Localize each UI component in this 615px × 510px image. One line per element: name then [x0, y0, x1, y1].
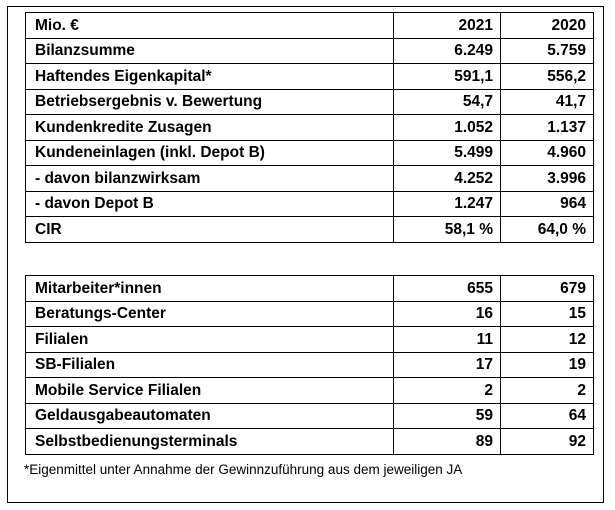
value-2021: 5.499: [394, 140, 501, 166]
value-2020: 2: [501, 378, 594, 404]
finance-table: [25, 12, 594, 243]
value-2021: 1.052: [394, 115, 501, 141]
table-row: [26, 38, 594, 64]
value-2021: 6.249: [394, 38, 501, 64]
table-row: [26, 64, 594, 90]
table-row: [26, 89, 594, 115]
value-2021: 16: [394, 301, 501, 327]
footnote: *Eigenmittel unter Annahme der Gewinnzuführung aus dem jeweiligen JA: [24, 462, 463, 477]
table-row: [26, 166, 594, 192]
value-2021: 89: [394, 429, 501, 455]
table-row: [26, 140, 594, 166]
value-2020: 964: [501, 191, 594, 217]
value-2020: 64,0 %: [501, 217, 594, 243]
value-2020: 5.759: [501, 38, 594, 64]
row-label: CIR: [26, 217, 394, 243]
row-label: Geldausgabeautomaten: [26, 403, 394, 429]
row-label: Bilanzsumme: [26, 38, 394, 64]
value-2020: 19: [501, 352, 594, 378]
value-2020: 679: [501, 276, 594, 302]
header-year-2020: 2020: [501, 13, 594, 39]
value-2021: 591,1: [394, 64, 501, 90]
value-2021: 54,7: [394, 89, 501, 115]
table-row: [26, 115, 594, 141]
header-year-2021: 2021: [394, 13, 501, 39]
row-label: Mitarbeiter*innen: [26, 276, 394, 302]
table-row: [26, 301, 594, 327]
row-label: Selbstbedienungsterminals: [26, 429, 394, 455]
row-label: Haftendes Eigenkapital*: [26, 64, 394, 90]
value-2020: 15: [501, 301, 594, 327]
staff-table: [25, 275, 594, 455]
table-row: [26, 429, 594, 455]
value-2021: 58,1 %: [394, 217, 501, 243]
value-2021: 1.247: [394, 191, 501, 217]
table-row: [26, 378, 594, 404]
value-2020: 64: [501, 403, 594, 429]
row-label: - davon bilanzwirksam: [26, 166, 394, 192]
row-label: Betriebsergebnis v. Bewertung: [26, 89, 394, 115]
row-label: Mobile Service Filialen: [26, 378, 394, 404]
value-2020: 3.996: [501, 166, 594, 192]
row-label: - davon Depot B: [26, 191, 394, 217]
value-2020: 1.137: [501, 115, 594, 141]
row-label: Filialen: [26, 327, 394, 353]
row-label: Kundenkredite Zusagen: [26, 115, 394, 141]
value-2021: 59: [394, 403, 501, 429]
value-2020: 12: [501, 327, 594, 353]
row-label: SB-Filialen: [26, 352, 394, 378]
header-unit-label: Mio. €: [26, 13, 394, 39]
table-row: [26, 403, 594, 429]
value-2021: 11: [394, 327, 501, 353]
value-2021: 4.252: [394, 166, 501, 192]
value-2021: 17: [394, 352, 501, 378]
table-row: [26, 217, 594, 243]
value-2020: 92: [501, 429, 594, 455]
table-row: [26, 191, 594, 217]
row-label: Kundeneinlagen (inkl. Depot B): [26, 140, 394, 166]
value-2020: 41,7: [501, 89, 594, 115]
finance-header-row: [26, 13, 594, 39]
table-row: [26, 352, 594, 378]
value-2020: 556,2: [501, 64, 594, 90]
table-row: [26, 327, 594, 353]
value-2021: 655: [394, 276, 501, 302]
value-2021: 2: [394, 378, 501, 404]
table-row: [26, 276, 594, 302]
value-2020: 4.960: [501, 140, 594, 166]
row-label: Beratungs-Center: [26, 301, 394, 327]
